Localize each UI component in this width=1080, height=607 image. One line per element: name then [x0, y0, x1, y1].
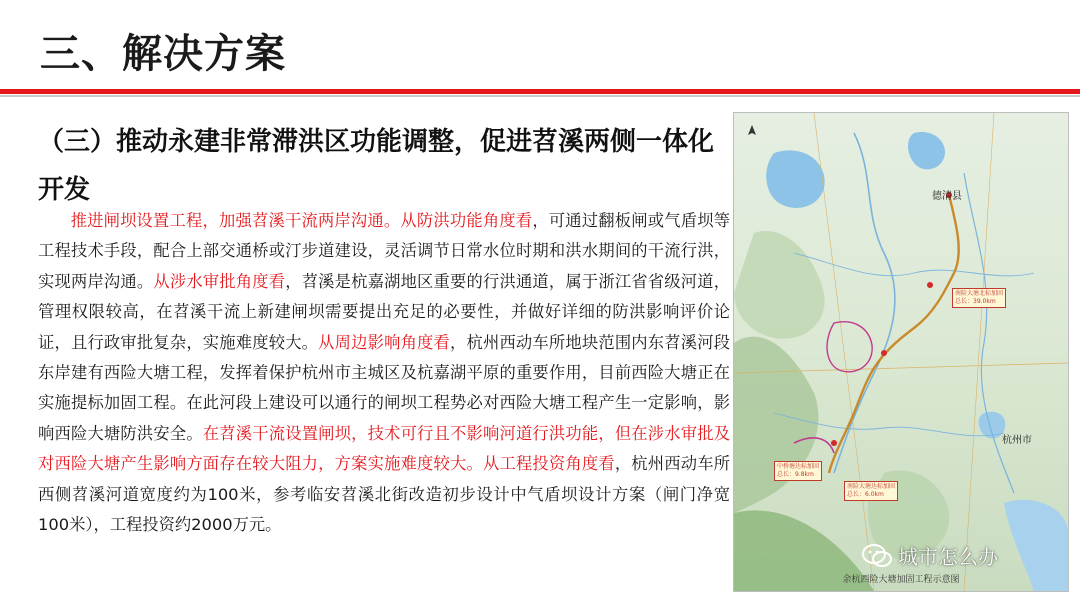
project-map — [733, 112, 1069, 592]
map-label-box-2: 中桥塘达标加固 总长：9.8km — [774, 461, 822, 481]
map-label-hangzhou: 杭州市 — [1002, 435, 1032, 446]
body-highlight-2: 从涉水审批角度看 — [153, 271, 286, 291]
body-text-2: ，苕溪是杭嘉湖地区重要的行洪通道，属于浙江省省级河道，管理权限较高，在苕溪干流上新建闸坝需要提出充足的必要性，并做好详细的防洪影响评价论证，且行政审批复杂，实施难度较大。 — [38, 271, 730, 352]
body-paragraph — [38, 206, 730, 540]
title-divider-gray — [0, 95, 1080, 97]
watermark — [862, 541, 998, 570]
body-highlight-4: 在苕溪干流设置闸坝，技术可行且不影响河道行洪功能，但在涉水审批及对西险大塘产生影响方面存在较大阻力，方案实施难度较大。从工程投资角度看 — [38, 423, 730, 474]
body-text-1: ，可通过翻板闸或气盾坝等工程技术手段，配合上部交通桥或汀步道建设，灵活调节日常水位时期和洪水期间的干流行洪，实现两岸沟通。 — [38, 211, 730, 291]
section-heading: （三）推动永建非常滞洪区功能调整，促进苕溪两侧一体化开发 — [38, 127, 715, 205]
body-text-4: ，杭州西动车所西侧苕溪河道宽度约为100米，参考临安苕溪北街改造初步设计中气盾坝设计方案（闸门净宽100米），工程投资约2000万元。 — [38, 454, 730, 535]
map-label-deqing: 德清县 — [932, 191, 962, 202]
map-label-box-1: 南险大塘北标加固 总长：39.0km — [952, 288, 1006, 308]
slide-title: 三、解决方案 — [40, 31, 286, 77]
map-label-box-3: 南险大塘达标加固 总长：6.0km — [844, 481, 898, 501]
map-caption: 余杭西险大塘加固工程示意图 — [842, 575, 960, 585]
body-highlight-3: 从周边影响角度看 — [318, 332, 451, 352]
title-divider-red — [0, 89, 1080, 94]
watermark-text: 城市怎么办 — [898, 545, 998, 569]
wechat-icon — [862, 543, 892, 569]
map-graphic — [734, 113, 1068, 591]
body-highlight-1: 推进闸坝设置工程，加强苕溪干流两岸沟通。从防洪功能角度看 — [70, 211, 533, 230]
body-text-3: ，杭州西动车所地块范围内东苕溪河段东岸建有西险大塘工程，发挥着保护杭州市主城区及杭嘉湖平原的重要作用，目前西险大塘正在实施提标加固工程。在此河段上建设可以通行的闸坝工程势必对西险大塘工程产生一定影响，影响西险大塘防洪安全。 — [38, 332, 730, 443]
